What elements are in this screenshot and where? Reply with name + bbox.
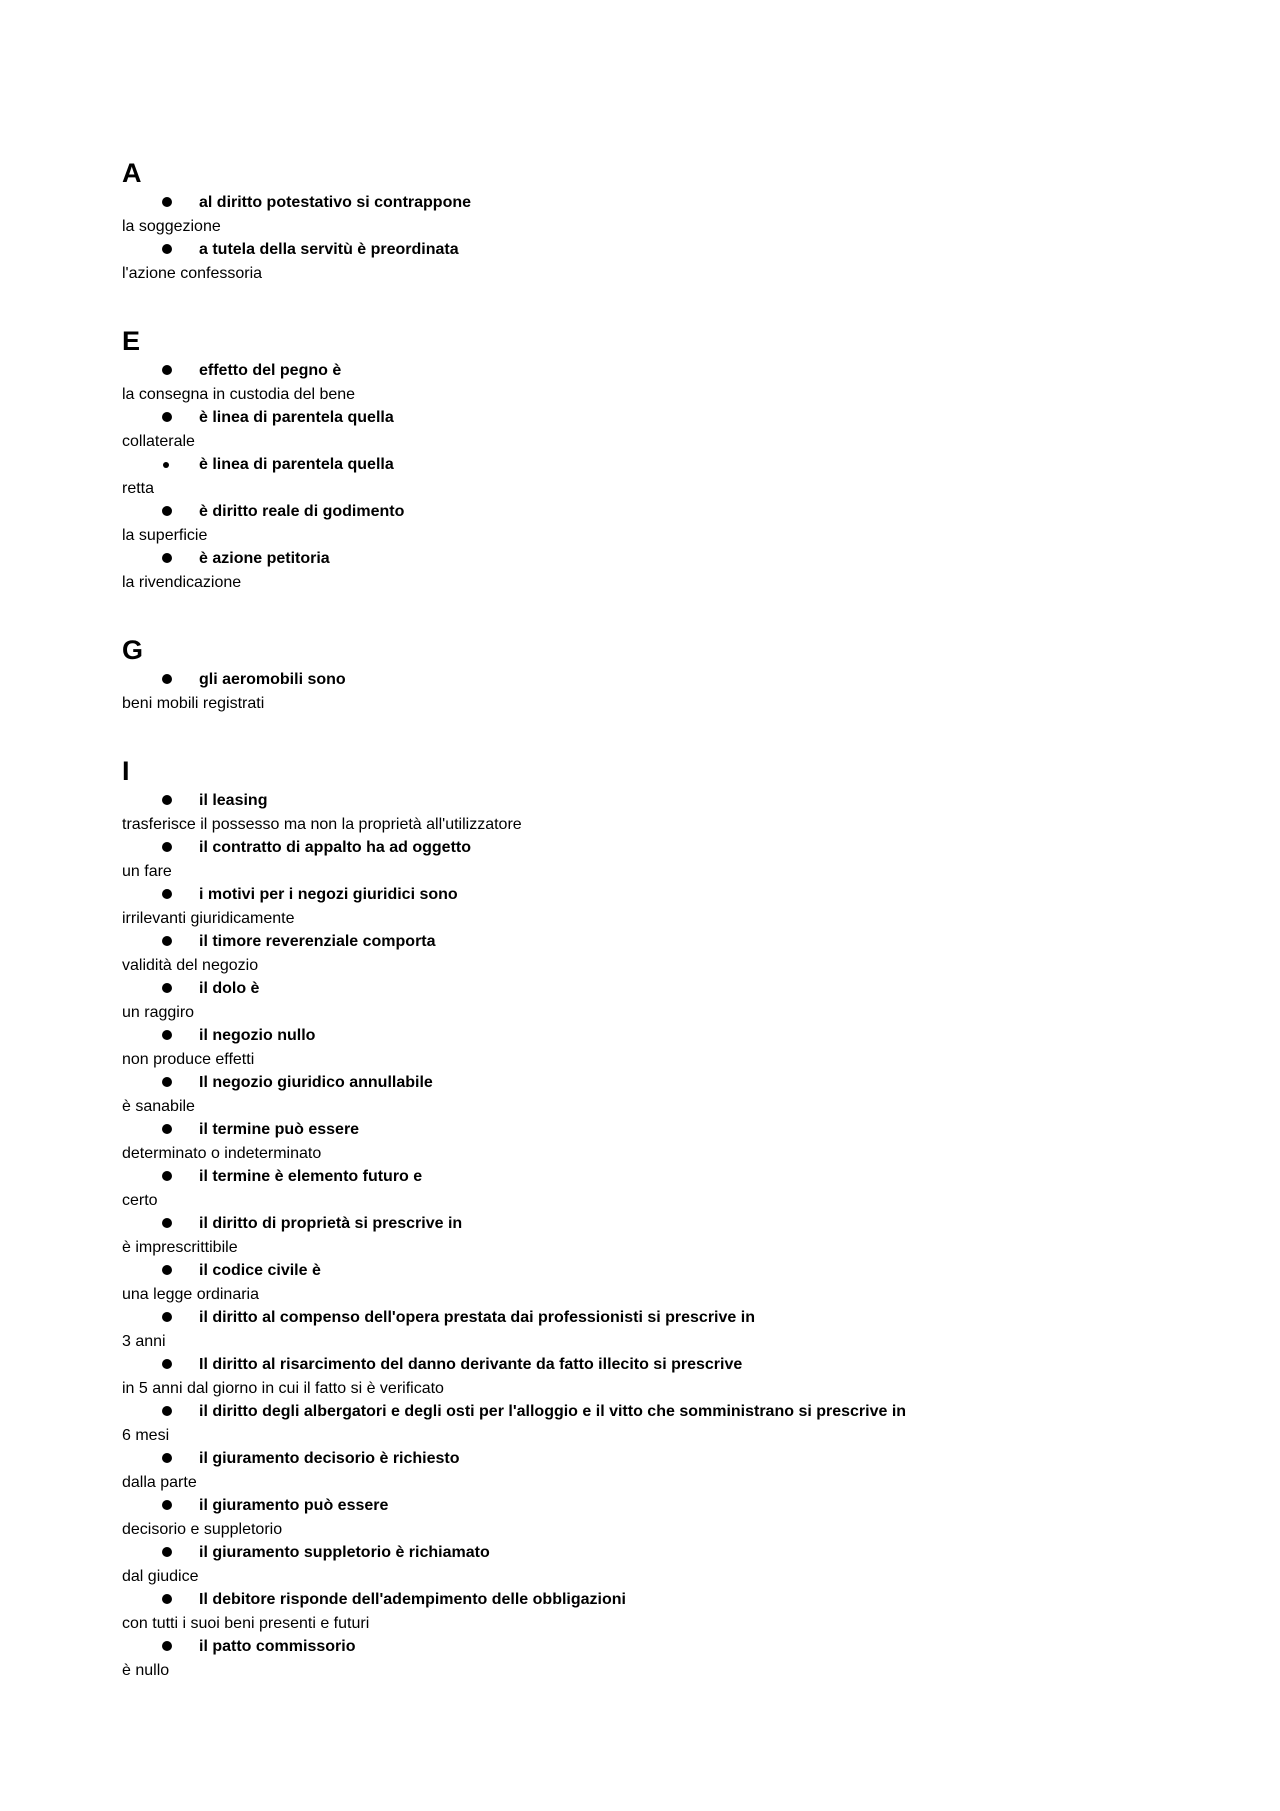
question [122, 1213, 1222, 1237]
entry [122, 1589, 1222, 1636]
bullet-icon [162, 983, 172, 993]
bullet-icon [162, 1641, 172, 1651]
question [122, 1448, 1222, 1472]
question [122, 548, 1222, 572]
answer-text: la rivendicazione [122, 574, 242, 591]
bullet-icon [162, 1453, 172, 1463]
entry [122, 1401, 1222, 1448]
entry [122, 1166, 1222, 1213]
answer-text: dalla parte [122, 1474, 197, 1491]
question-text: il diritto degli albergatori e degli osti per l'alloggio e il vitto che somministrano si prescrive in [199, 1403, 907, 1420]
answer-text: non produce effetti [122, 1051, 255, 1068]
question [122, 837, 1222, 861]
bullet-icon [162, 1124, 172, 1134]
answer-text: decisorio e suppletorio [122, 1521, 283, 1538]
question [122, 1542, 1222, 1566]
bullet-icon [162, 1547, 172, 1557]
entry [122, 978, 1222, 1025]
question [122, 192, 1222, 216]
entry [122, 1025, 1222, 1072]
entry [122, 1448, 1222, 1495]
bullet-icon [162, 1030, 172, 1040]
question-text: il contratto di appalto ha ad oggetto [199, 839, 471, 856]
bullet-icon [162, 1500, 172, 1510]
bullet-icon [162, 553, 172, 563]
bullet-icon [162, 795, 172, 805]
entry [122, 837, 1222, 884]
answer-text: retta [122, 480, 155, 497]
question-text: il diritto di proprietà si prescrive in [199, 1215, 463, 1232]
answer-text: la consegna in custodia del bene [122, 386, 356, 403]
answer-text: una legge ordinaria [122, 1286, 259, 1303]
bullet-icon [162, 365, 172, 375]
question-text: gli aeromobili sono [199, 671, 346, 688]
question [122, 454, 1222, 478]
bullet-icon [162, 1406, 172, 1416]
answer-text: dal giudice [122, 1568, 199, 1585]
question [122, 1354, 1222, 1378]
question-text: il timore reverenziale comporta [199, 933, 436, 950]
section-letter: I [122, 756, 130, 786]
bullet-icon [162, 1312, 172, 1322]
question [122, 1589, 1222, 1613]
entry [122, 931, 1222, 978]
answer-text: validità del negozio [122, 957, 259, 974]
entry [122, 407, 1222, 454]
question-text: a tutela della servitù è preordinata [199, 241, 459, 258]
question-text: il diritto al compenso dell'opera prestata dai professionisti si prescrive in [199, 1309, 755, 1326]
answer-text: un raggiro [122, 1004, 195, 1021]
section-a [122, 158, 1222, 286]
bullet-icon [162, 674, 172, 684]
entry [122, 454, 1222, 501]
question [122, 1119, 1222, 1143]
bullet-icon [162, 1594, 172, 1604]
answer-text: 3 anni [122, 1333, 166, 1350]
question-text: il dolo è [199, 980, 260, 997]
question-text: al diritto potestativo si contrappone [199, 194, 472, 211]
answer-text: un fare [122, 863, 172, 880]
question-text: è diritto reale di godimento [199, 503, 405, 520]
question [122, 239, 1222, 263]
entry [122, 790, 1222, 837]
bullet-icon [162, 412, 172, 422]
question [122, 1025, 1222, 1049]
answer-text: in 5 anni dal giorno in cui il fatto si è verificato [122, 1380, 444, 1397]
bullet-icon [162, 1171, 172, 1181]
question-text: il termine può essere [199, 1121, 360, 1138]
question-text: il termine è elemento futuro e [199, 1168, 423, 1185]
entry [122, 239, 1222, 286]
entry [122, 192, 1222, 239]
question-text: Il diritto al risarcimento del danno derivante da fatto illecito si prescrive [199, 1356, 743, 1373]
answer-text: con tutti i suoi beni presenti e futuri [122, 1615, 370, 1632]
answer-text: è sanabile [122, 1098, 195, 1115]
question [122, 931, 1222, 955]
question [122, 1307, 1222, 1331]
entry [122, 884, 1222, 931]
question-text: il patto commissorio [199, 1638, 356, 1655]
question-text: effetto del pegno è [199, 362, 342, 379]
document-page [122, 158, 1222, 1723]
entry [122, 501, 1222, 548]
question [122, 669, 1222, 693]
entry [122, 1072, 1222, 1119]
bullet-icon [162, 1359, 172, 1369]
question [122, 1166, 1222, 1190]
question-text: il negozio nullo [199, 1027, 316, 1044]
question-text: Il debitore risponde dell'adempimento delle obbligazioni [199, 1591, 626, 1608]
question [122, 790, 1222, 814]
answer-text: collaterale [122, 433, 195, 450]
question [122, 407, 1222, 431]
bullet-icon [162, 197, 172, 207]
bullet-icon [162, 244, 172, 254]
answer-text: 6 mesi [122, 1427, 170, 1444]
answer-text: certo [122, 1192, 158, 1209]
entry [122, 669, 1222, 716]
bullet-icon [162, 506, 172, 516]
question-text: il giuramento suppletorio è richiamato [199, 1544, 490, 1561]
question-text: il giuramento può essere [199, 1497, 389, 1514]
answer-text: è nullo [122, 1662, 170, 1679]
entry [122, 1636, 1222, 1683]
entry [122, 1354, 1222, 1401]
question [122, 1072, 1222, 1096]
bullet-icon [162, 842, 172, 852]
question-text: è linea di parentela quella [199, 409, 394, 426]
bullet-icon [163, 462, 169, 468]
section-letter: A [122, 158, 142, 188]
question [122, 884, 1222, 908]
question-text: il codice civile è [199, 1262, 321, 1279]
question [122, 501, 1222, 525]
question-text: Il negozio giuridico annullabile [199, 1074, 433, 1091]
bullet-icon [162, 1265, 172, 1275]
entry [122, 1119, 1222, 1166]
answer-text: la superficie [122, 527, 208, 544]
answer-text: l'azione confessoria [122, 265, 263, 282]
question-text: è azione petitoria [199, 550, 330, 567]
answer-text: determinato o indeterminato [122, 1145, 322, 1162]
answer-text: irrilevanti giuridicamente [122, 910, 295, 927]
answer-text: trasferisce il possesso ma non la proprietà all'utilizzatore [122, 816, 522, 833]
question [122, 360, 1222, 384]
question [122, 1401, 1222, 1425]
question-text: il giuramento decisorio è richiesto [199, 1450, 460, 1467]
question [122, 1636, 1222, 1660]
entry [122, 1495, 1222, 1542]
bullet-icon [162, 936, 172, 946]
answer-text: è imprescrittibile [122, 1239, 238, 1256]
question-text: i motivi per i negozi giuridici sono [199, 886, 458, 903]
question [122, 978, 1222, 1002]
entry [122, 1213, 1222, 1260]
entry [122, 548, 1222, 595]
answer-text: beni mobili registrati [122, 695, 265, 712]
section-g [122, 635, 1222, 716]
section-letter: G [122, 635, 144, 665]
entry [122, 1542, 1222, 1589]
section-i [122, 756, 1222, 1683]
answer-text: la soggezione [122, 218, 221, 235]
entry [122, 1260, 1222, 1307]
question-text: è linea di parentela quella [199, 456, 394, 473]
section-letter: E [122, 326, 141, 356]
question [122, 1495, 1222, 1519]
entry [122, 1307, 1222, 1354]
entry [122, 360, 1222, 407]
section-e [122, 326, 1222, 595]
question [122, 1260, 1222, 1284]
bullet-icon [162, 889, 172, 899]
bullet-icon [162, 1218, 172, 1228]
bullet-icon [162, 1077, 172, 1087]
question-text: il leasing [199, 792, 268, 809]
